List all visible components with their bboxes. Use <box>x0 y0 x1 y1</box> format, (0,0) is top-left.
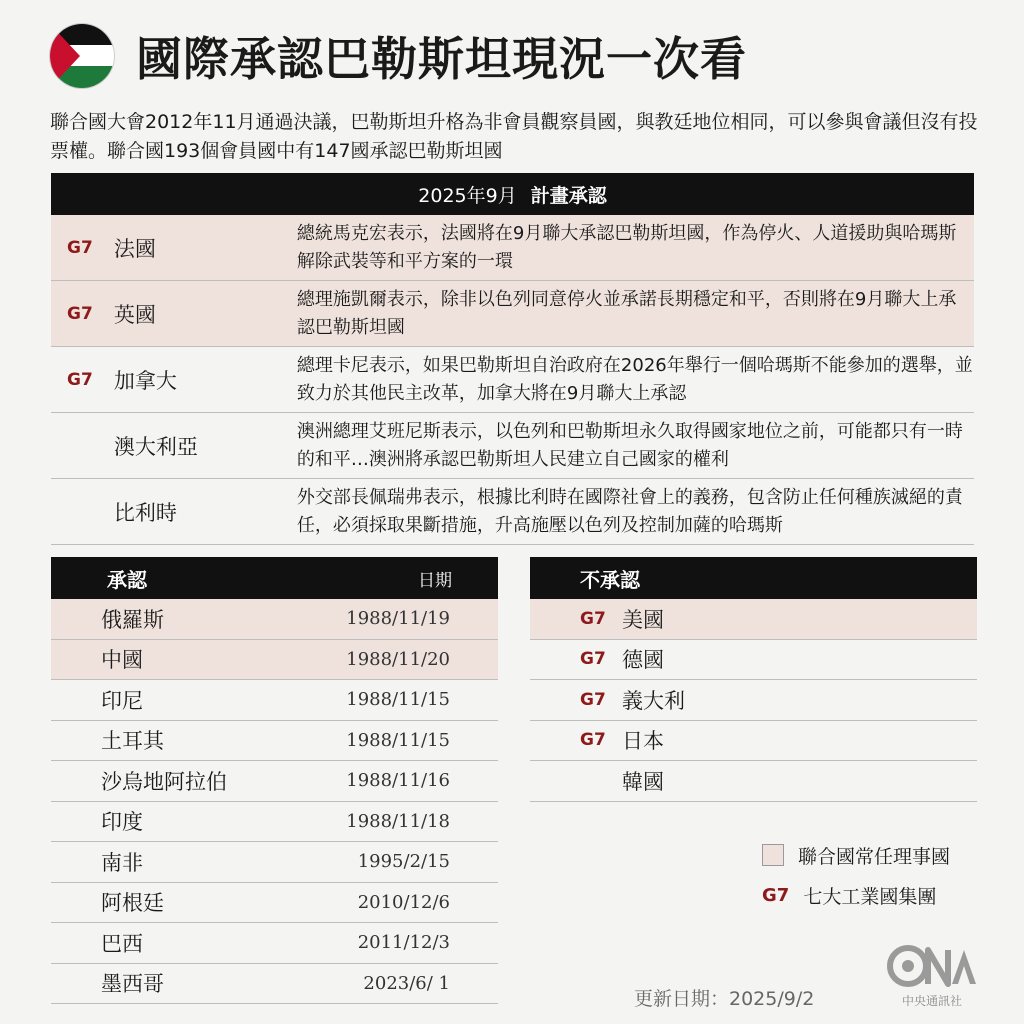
plan-description: 總理卡尼表示，如果巴勒斯坦自治政府在2026年舉行一個哈瑪斯不能參加的選舉，並致力於其他民主改革，加拿大將在9月聯大上承認 <box>296 354 973 404</box>
not-recognized-table <box>530 557 977 802</box>
country-name: 義大利 <box>622 688 685 713</box>
recognition-date: 1988/11/19 <box>346 608 450 630</box>
table-row <box>530 640 977 681</box>
legend-item-g7 <box>762 875 950 915</box>
recognition-date: 2010/12/6 <box>357 891 450 913</box>
recognized-table <box>51 557 498 1004</box>
country-name: 中國 <box>101 648 143 673</box>
plan-country: 加拿大 <box>113 368 177 393</box>
table-row <box>530 761 977 802</box>
plan-row-france <box>51 215 974 281</box>
country-name: 沙烏地阿拉伯 <box>101 769 227 794</box>
recognition-date: 1988/11/20 <box>346 648 450 670</box>
table-row <box>51 721 498 762</box>
recognition-date: 1995/2/15 <box>357 851 450 873</box>
g7-tag: G7 <box>580 689 606 710</box>
country-name: 阿根廷 <box>101 891 164 916</box>
g7-tag: G7 <box>67 369 93 390</box>
pink-swatch-icon <box>762 844 784 866</box>
country-name: 南非 <box>101 850 143 875</box>
plan-title: 計畫承認 <box>530 184 607 207</box>
table-row <box>51 964 498 1005</box>
recognition-date: 1988/11/16 <box>346 770 450 792</box>
country-name: 德國 <box>622 648 664 673</box>
plan-date-label: 2025年9月 <box>418 184 517 207</box>
legend <box>762 835 950 915</box>
table-row <box>51 640 498 681</box>
planned-recognition-table <box>51 173 974 545</box>
page-title: 國際承認巴勒斯坦現況一次看 <box>136 32 747 86</box>
g7-tag: G7 <box>762 884 790 906</box>
palestine-flag-icon <box>50 24 114 88</box>
table-row <box>51 761 498 802</box>
country-name: 印度 <box>101 810 143 835</box>
country-name: 韓國 <box>622 769 664 794</box>
plan-row-australia <box>51 413 974 479</box>
not-recognized-header <box>530 557 977 599</box>
table-row <box>51 802 498 843</box>
recognition-date: 2023/6/ 1 <box>363 972 450 994</box>
recognized-header-label: 承認 <box>107 567 147 592</box>
plan-row-uk <box>51 281 974 347</box>
country-name: 日本 <box>622 729 664 754</box>
country-name: 美國 <box>622 607 664 632</box>
legend-label: 聯合國常任理事國 <box>798 845 951 868</box>
legend-item-permanent-members <box>762 835 950 875</box>
plan-country: 法國 <box>113 236 156 261</box>
table-row <box>51 680 498 721</box>
planned-recognition-header <box>51 173 974 215</box>
plan-description: 外交部長佩瑞弗表示，根據比利時在國際社會上的義務，包含防止任何種族滅絕的責任，必須採取果斷措施，升高施壓以色列及控制加薩的哈瑪斯 <box>296 486 963 536</box>
recognition-date: 2011/12/3 <box>357 932 450 954</box>
date-header-label: 日期 <box>418 570 452 591</box>
table-row <box>51 883 498 924</box>
table-row <box>51 923 498 964</box>
table-row <box>530 721 977 762</box>
g7-tag: G7 <box>67 237 93 258</box>
g7-tag: G7 <box>580 608 606 629</box>
cna-logo-icon <box>886 944 978 1010</box>
plan-description: 總統馬克宏表示，法國將在9月聯大承認巴勒斯坦國，作為停火、人道援助與哈瑪斯解除武裝等和平方案的一環 <box>296 222 957 272</box>
table-row <box>51 842 498 883</box>
plan-description: 澳洲總理艾班尼斯表示，以色列和巴勒斯坦永久取得國家地位之前，可能都只有一時的和平…澳洲將承認巴勒斯坦人民建立自己國家的權利 <box>296 420 963 470</box>
legend-label: 七大工業國集團 <box>803 885 937 908</box>
g7-tag: G7 <box>580 649 606 670</box>
country-name: 巴西 <box>101 931 143 956</box>
logo-text: 中央通訊社 <box>901 994 962 1008</box>
country-name: 墨西哥 <box>101 972 164 997</box>
country-name: 土耳其 <box>101 729 164 754</box>
recognition-date: 1988/11/15 <box>346 689 450 711</box>
updated-date: 更新日期：2025/9/2 <box>634 988 815 1010</box>
table-row <box>530 599 977 640</box>
plan-row-belgium <box>51 479 974 545</box>
plan-country: 澳大利亞 <box>113 434 198 459</box>
recognition-date: 1988/11/18 <box>346 810 450 832</box>
table-row <box>530 680 977 721</box>
g7-tag: G7 <box>67 303 93 324</box>
table-row <box>51 599 498 640</box>
g7-tag: G7 <box>580 730 606 751</box>
plan-description: 總理施凱爾表示，除非以色列同意停火並承諾長期穩定和平，否則將在9月聯大上承認巴勒斯坦國 <box>296 288 957 338</box>
country-name: 俄羅斯 <box>101 607 164 632</box>
country-name: 印尼 <box>101 688 143 713</box>
recognized-header <box>51 557 498 599</box>
header <box>50 22 747 90</box>
plan-row-canada <box>51 347 974 413</box>
plan-country: 英國 <box>113 302 156 327</box>
not-recognized-header-label: 不承認 <box>580 567 640 592</box>
intro-text: 聯合國大會2012年11月通過決議，巴勒斯坦升格為非會員觀察員國，與教廷地位相同，可以參與會議但沒有投票權。聯合國193個會員國中有147國承認巴勒斯坦國 <box>50 111 978 162</box>
recognition-date: 1988/11/15 <box>346 729 450 751</box>
plan-country: 比利時 <box>113 500 177 525</box>
